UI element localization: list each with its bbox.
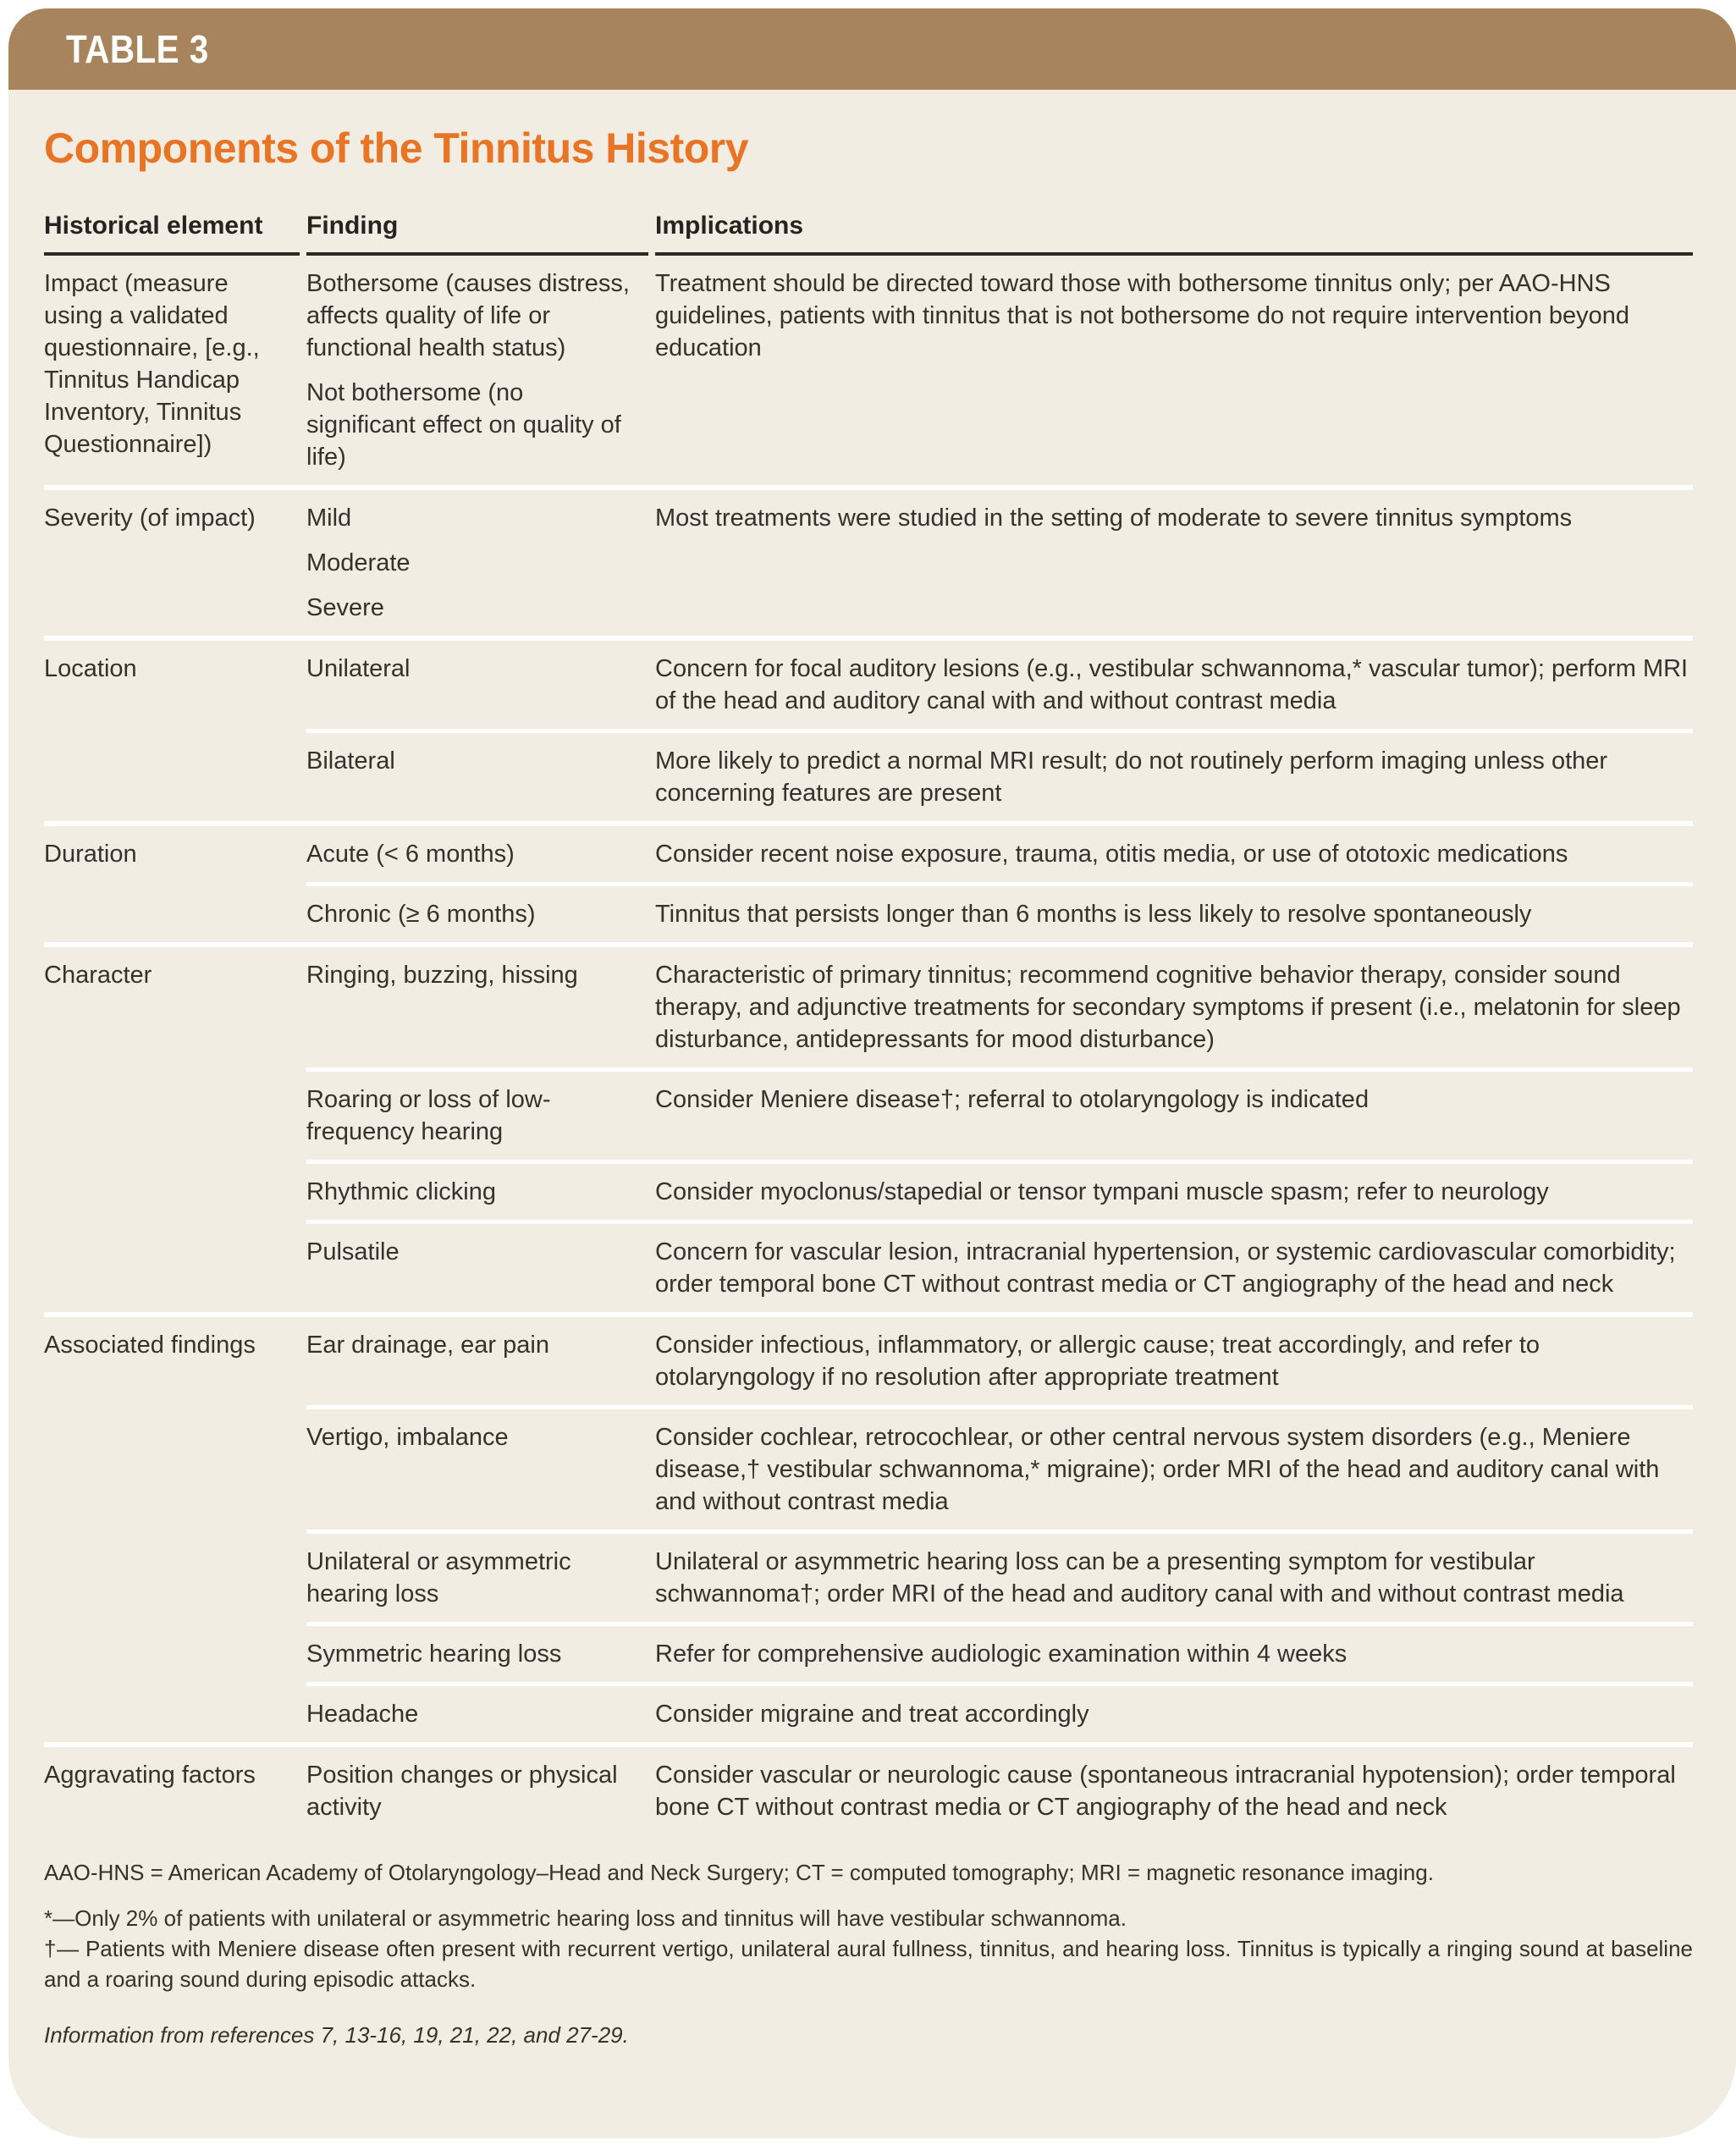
finding-cell: [306, 1176, 655, 1208]
implication-cell: [655, 1759, 1693, 1823]
finding-cell: [306, 1329, 655, 1393]
implication-text: Consider infectious, inflammatory, or allergic cause; treat accordingly, and refer to otolaryngology if no resolution after appropriate treatment: [655, 1332, 1540, 1391]
table-row: [306, 882, 1693, 942]
footnote-abbreviations: AAO-HNS = American Academy of Otolaryngology–Head and Neck Surgery; CT = computed tomography; MRI = magnetic resonance imaging.: [44, 1860, 1434, 1885]
table-section: [44, 1312, 1693, 1742]
finding-text: Unilateral or asymmetric hearing loss: [306, 1548, 571, 1607]
implication-text: Concern for focal auditory lesions (e.g., vestibular schwannoma,* vascular tumor); perform MRI of the head and auditory canal with and without contrast media: [655, 655, 1689, 714]
section-rows: [306, 1317, 1693, 1742]
footnote-dagger: †— Patients with Meniere disease often present with recurrent vertigo, unilateral aural fullness, tinnitus, and hearing loss. Tinnitus is typically a ringing sound at baseline and a roaring sound during episodic attacks.: [44, 1936, 1693, 1992]
row-element-label: Character: [44, 962, 152, 989]
row-element-label: Duration: [44, 841, 137, 868]
table-row: [306, 641, 1693, 729]
table-section: [44, 1742, 1693, 1835]
table-row: [306, 947, 1693, 1067]
finding-text: Not bothersome (no significant effect on quality of life): [306, 379, 621, 471]
table-header-bar: [8, 8, 1736, 90]
finding-text: Mild: [306, 505, 352, 532]
table-row: [306, 1220, 1693, 1312]
finding-text: Symmetric hearing loss: [306, 1640, 562, 1668]
finding-cell: [306, 1759, 655, 1823]
finding-cell: [306, 1638, 655, 1670]
section-rows: [306, 947, 1693, 1312]
implication-cell: [655, 1329, 1693, 1393]
finding-cell: [306, 1084, 655, 1148]
table-row: [306, 1405, 1693, 1530]
finding-text: Ringing, buzzing, hissing: [306, 962, 578, 989]
row-element-label: Location: [44, 655, 137, 682]
implication-text: Consider myoclonus/stapedial or tensor tympani muscle spasm; refer to neurology: [655, 1178, 1549, 1205]
row-element-label: Severity (of impact): [44, 505, 256, 532]
table-row: [306, 1067, 1693, 1160]
table-row: [306, 1622, 1693, 1682]
implication-cell: [655, 1084, 1693, 1148]
finding-cell: [306, 898, 655, 930]
implication-text: Concern for vascular lesion, intracranial hypertension, or systemic cardiovascular comorbidity; order temporal bone CT without contrast media or CT angiography of the head and neck: [655, 1238, 1676, 1298]
footnotes: [44, 1857, 1693, 2050]
section-rows: [306, 826, 1693, 942]
finding-cell: [306, 838, 655, 870]
column-header-row: [44, 212, 1693, 256]
implication-text: Consider Meniere disease†; referral to otolaryngology is indicated: [655, 1086, 1370, 1113]
implication-text: Unilateral or asymmetric hearing loss can be a presenting symptom for vestibular schwannoma†; order MRI of the head and auditory canal with and without contrast media: [655, 1548, 1624, 1607]
row-element-label: Aggravating factors: [44, 1762, 256, 1789]
footnote-source: Information from references 7, 13-16, 19, 21, 22, and 27-29.: [44, 2022, 629, 2048]
page-title: Components of the Tinnitus History: [44, 124, 749, 172]
implication-cell: [655, 1698, 1693, 1730]
finding-text: Chronic (≥ 6 months): [306, 901, 536, 928]
finding-cell: [306, 745, 655, 809]
implication-text: Consider recent noise exposure, trauma, otitis media, or use of ototoxic medications: [655, 841, 1568, 868]
table-row: [306, 1317, 1693, 1405]
implication-text: Most treatments were studied in the setting of moderate to severe tinnitus symptoms: [655, 505, 1573, 532]
finding-text: Ear drainage, ear pain: [306, 1332, 549, 1359]
finding-cell: [306, 1421, 655, 1518]
table-body: [44, 256, 1693, 1835]
table-section: [44, 636, 1693, 821]
table-section: [44, 942, 1693, 1312]
implication-cell: [655, 959, 1693, 1056]
implication-text: Consider vascular or neurologic cause (spontaneous intracranial hypotension); order temporal bone CT without contrast media or CT angiography of the head and neck: [655, 1762, 1676, 1821]
table-row: [306, 1160, 1693, 1220]
finding-cell: [306, 959, 655, 1056]
implication-cell: [655, 267, 1693, 473]
implication-text: Consider cochlear, retrocochlear, or other central nervous system disorders (e.g., Meniere disease,† vestibular schwannoma,* migraine); order MRI of the head and auditory canal with and without contrast media: [655, 1424, 1660, 1515]
finding-text: Position changes or physical activity: [306, 1762, 618, 1821]
row-element-label: Impact (measure using a validated questionnaire, [e.g., Tinnitus Handicap Inventory, Tinnitus Questionnaire]): [44, 270, 260, 458]
table-content: [8, 124, 1736, 2050]
implication-text: Treatment should be directed toward those with bothersome tinnitus only; per AAO-HNS guidelines, patients with tinnitus that is not bothersome do not require intervention beyond education: [655, 270, 1630, 361]
implication-text: Tinnitus that persists longer than 6 months is less likely to resolve spontaneously: [655, 901, 1532, 928]
implication-cell: [655, 1421, 1693, 1518]
table-tag: TABLE 3: [66, 27, 209, 71]
finding-text: Headache: [306, 1701, 419, 1728]
finding-cell: [306, 1546, 655, 1610]
implication-cell: [655, 653, 1693, 717]
implication-cell: [655, 745, 1693, 809]
implication-cell: [655, 898, 1693, 930]
section-rows: [306, 256, 1693, 485]
finding-text: Rhythmic clicking: [306, 1178, 496, 1205]
implication-text: Consider migraine and treat accordingly: [655, 1701, 1089, 1728]
finding-cell: [306, 1698, 655, 1730]
implication-cell: [655, 838, 1693, 870]
finding-cell: [306, 502, 655, 624]
finding-text: Unilateral: [306, 655, 411, 682]
table-row: [306, 1747, 1693, 1835]
row-element-label: Associated findings: [44, 1332, 256, 1359]
table-section: [44, 256, 1693, 485]
implication-cell: [655, 1638, 1693, 1670]
implication-cell: [655, 1236, 1693, 1300]
implication-text: Characteristic of primary tinnitus; recommend cognitive behavior therapy, consider sound therapy, and adjunctive treatments for secondary symptoms if present (i.e., melatonin for sleep disturbance, antidepressants for mood disturbance): [655, 962, 1681, 1053]
section-rows: [306, 490, 1693, 636]
finding-text: Pulsatile: [306, 1238, 400, 1265]
table-row: [306, 256, 1693, 485]
finding-cell: [306, 653, 655, 717]
implication-cell: [655, 502, 1693, 624]
implication-text: Refer for comprehensive audiologic examination within 4 weeks: [655, 1640, 1347, 1668]
table-section: [44, 821, 1693, 942]
table-section: [44, 485, 1693, 636]
table-row: [306, 729, 1693, 821]
finding-cell: [306, 1236, 655, 1300]
finding-text: Moderate: [306, 549, 411, 576]
finding-text: Bilateral: [306, 747, 395, 775]
finding-text: Vertigo, imbalance: [306, 1424, 509, 1451]
table-panel: [8, 8, 1736, 2138]
footnote-asterisk: *—Only 2% of patients with unilateral or asymmetric hearing loss and tinnitus will have vestibular schwannoma.: [44, 1905, 1127, 1931]
table-row: [306, 826, 1693, 882]
finding-text: Acute (< 6 months): [306, 841, 515, 868]
finding-text: Roaring or loss of low-frequency hearing: [306, 1086, 551, 1145]
finding-cell: [306, 267, 655, 473]
implication-text: More likely to predict a normal MRI result; do not routinely perform imaging unless other concerning features are present: [655, 747, 1608, 807]
table-row: [306, 1682, 1693, 1742]
section-rows: [306, 1747, 1693, 1835]
implication-cell: [655, 1176, 1693, 1208]
section-rows: [306, 641, 1693, 821]
implication-cell: [655, 1546, 1693, 1610]
column-header-implications: Implications: [655, 212, 1693, 256]
table-row: [306, 1530, 1693, 1622]
finding-text: Bothersome (causes distress, affects quality of life or functional health status): [306, 270, 630, 361]
table-row: [306, 490, 1693, 636]
column-header-historical-element: Historical element: [44, 212, 300, 256]
finding-text: Severe: [306, 594, 384, 621]
column-header-finding: Finding: [306, 212, 648, 256]
